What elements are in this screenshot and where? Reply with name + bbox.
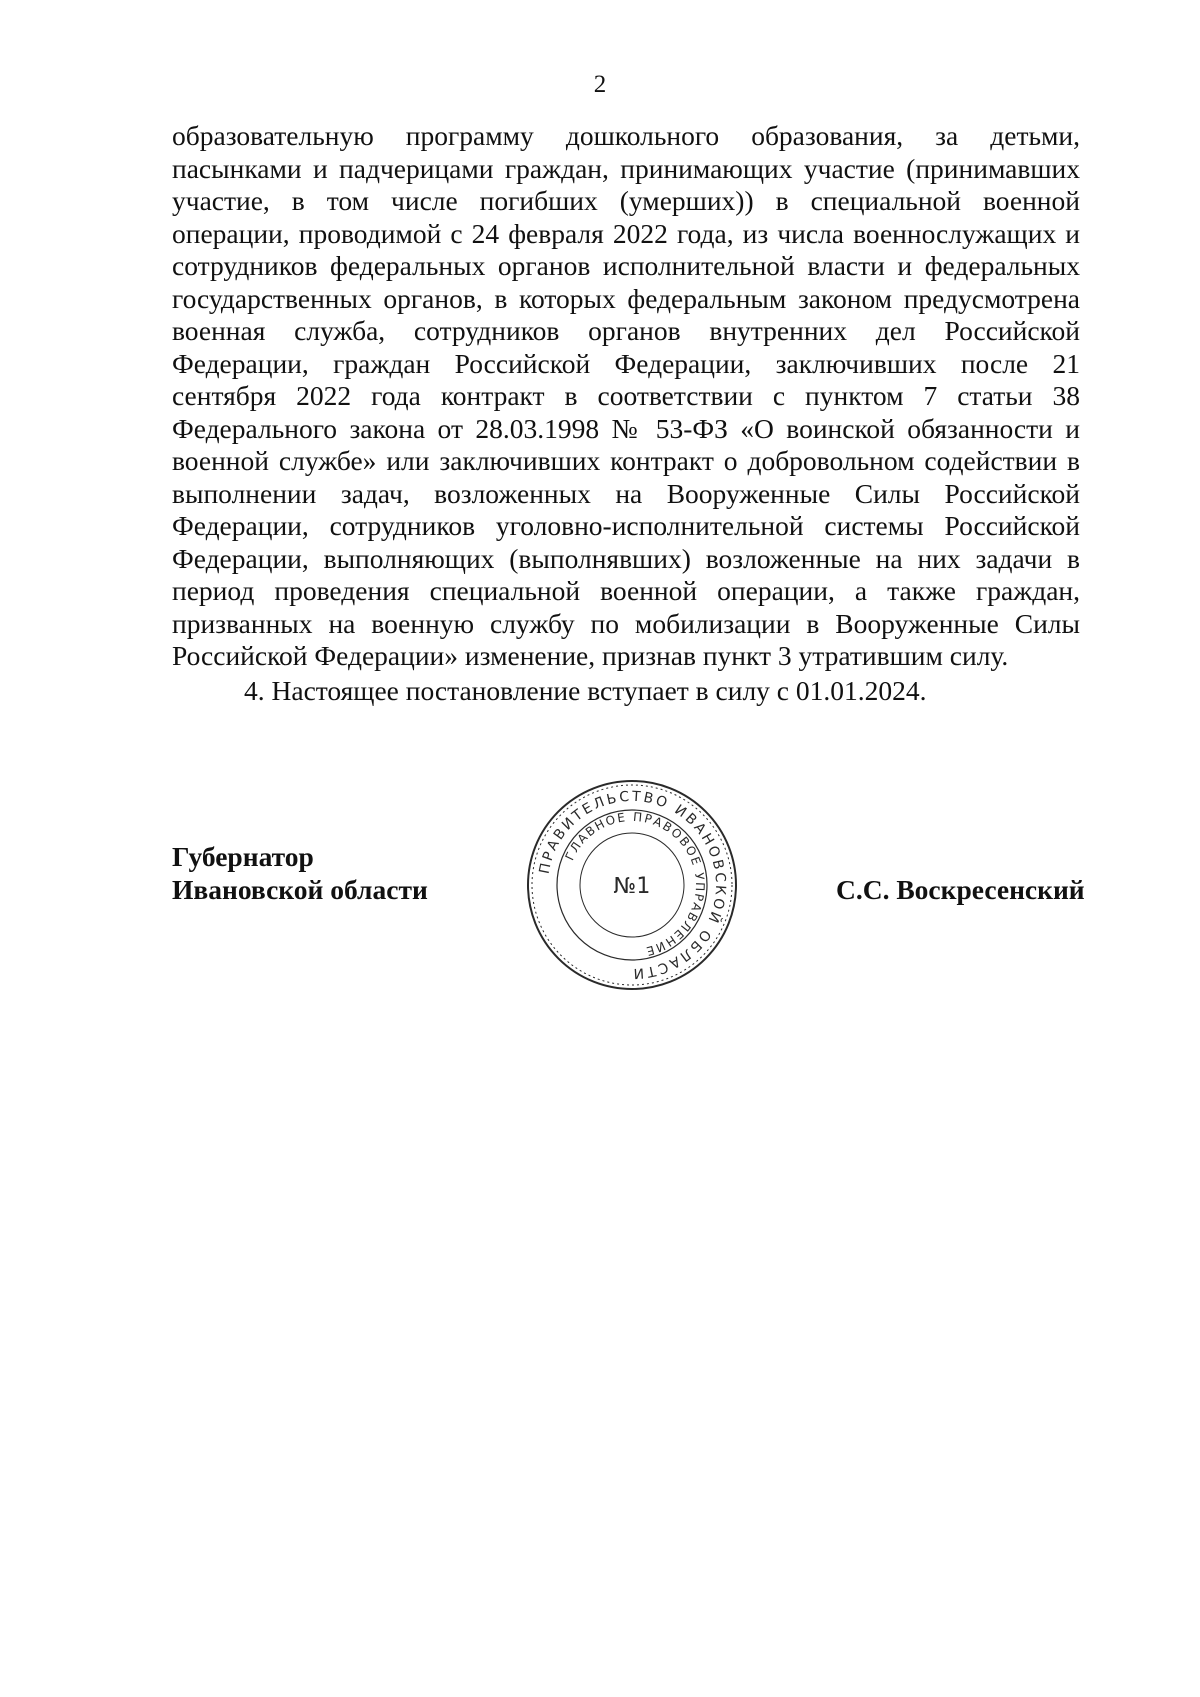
signatory-position — [172, 840, 428, 906]
main-paragraph: образовательную программу дошкольного образования, за детьми, пасынками и падчерицами граждан, принимающих участие (принимавших участие, в том числе погибших (умерших)) в специальной военной операции, проводимой с 24 февраля 2022 года, из числа военнослужащих и сотрудников федеральных органов исполнительной власти и федеральных государственных органов, в которых федеральным законом предусмотрена военная служба, сотрудников органов внутренних дел Российской Федерации, граждан Российской Федерации, заключивших после 21 сентября 2022 года контракт в соответствии с пунктом 7 статьи 38 Федерального закона от 28.03.1998 № 53-ФЗ «О воинской обязанности и военной службе» или заключивших контракт о добровольном содействии в выполнении задач, возложенных на Вооруженные Силы Российской Федерации, сотрудников уголовно-исполнительной системы Российской Федерации, выполняющих (выполнявших) возложенные на них задачи в период проведения специальной военной операции, а также граждан, призванных на военную службу по мобилизации в Вооруженные Силы Российской Федерации» изменение, признав пункт 3 утратившим силу. — [172, 120, 1080, 671]
effective-date-paragraph: 4. Настоящее постановление вступает в силу с 01.01.2024. — [244, 674, 927, 706]
seal-outer-text: ПРАВИТЕЛЬСТВО ИВАНОВСКОЙ ОБЛАСТИ — [536, 788, 729, 982]
signatory-region: Ивановской области — [172, 874, 428, 905]
official-seal — [522, 775, 742, 995]
page-number: 2 — [593, 71, 607, 98]
seal-inner-text: ГЛАВНОЕ ПРАВОВОЕ УПРАВЛЕНИЕ — [562, 809, 708, 959]
signatory-title: Губернатор — [172, 841, 314, 872]
seal-graphic — [522, 775, 742, 995]
seal-center-number: №1 — [613, 874, 651, 899]
signatory-name: С.С. Воскресенский — [836, 874, 1085, 905]
document-body — [172, 120, 1080, 707]
